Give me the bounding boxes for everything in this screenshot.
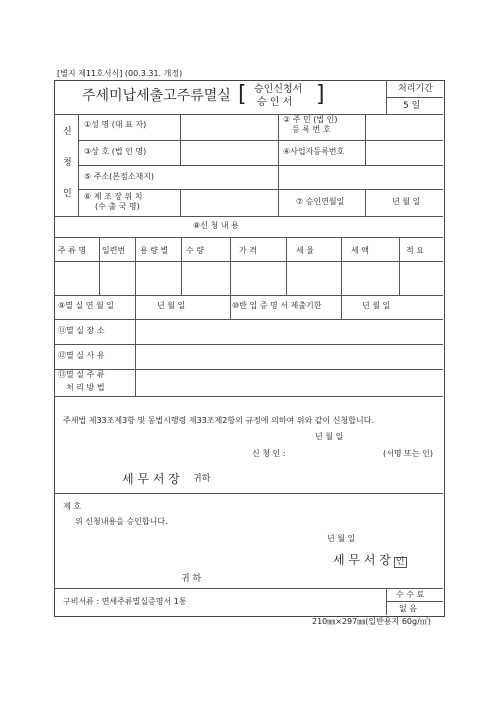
column-header-serial-no: 일련번: [102, 246, 126, 255]
approval-statement: 위 신청내용을 승인합니다.: [75, 517, 168, 526]
name-field[interactable]: [181, 115, 276, 139]
form-number: [별지 제11호서식] (00.3.31. 개정): [57, 69, 183, 78]
business-no-label: ④사업자등록번호: [283, 147, 345, 156]
paper-size-note: 210㎜×297㎜(일반용지 60g/㎡): [312, 617, 431, 626]
factory-location-field[interactable]: [181, 190, 276, 215]
title-bracket-right: ]: [316, 82, 325, 107]
declaration-date[interactable]: 년 월 일: [315, 432, 344, 441]
approval-issuer: [333, 554, 407, 568]
fee-label: 수 수 료: [396, 590, 425, 599]
address-field[interactable]: [181, 166, 441, 188]
approval-date-label: ⑦ 승인연월일: [296, 197, 345, 206]
loss-handling-label-1: ⑬멸 실 주 류: [58, 370, 105, 379]
column-header-liquor-name: 주 류 명: [58, 246, 87, 255]
approval-number-label: 제 호: [63, 502, 81, 511]
doc-deadline-label: ⑩반 입 증 명 서 제출기한: [232, 301, 322, 310]
fee-value: 없 음: [399, 604, 417, 613]
factory-location-label-2: (수 출 국 명): [95, 202, 140, 211]
attachments-note: 구비서류 : 면세주류멸실증명서 1통: [63, 597, 187, 606]
processing-label: 처리기간: [398, 84, 433, 94]
loss-reason-field[interactable]: [136, 345, 442, 368]
column-header-capacity: 용 량 별: [140, 246, 169, 255]
loss-date-label: ⑨멸 실 연 월 일: [58, 301, 114, 310]
company-name-field[interactable]: [181, 141, 276, 164]
declaration-statement: 주세법 제33조제3항 및 동법시행령 제33조제2항의 규정에 의하여 위와 같이 신청합니다.: [63, 416, 374, 425]
loss-place-label: ⑪멸 실 장 소: [58, 326, 105, 335]
recipient-suffix: 귀하: [193, 474, 211, 484]
column-header-tax-rate: 세 율: [296, 246, 314, 255]
approval-issuer-text: 세 무 서 장: [333, 553, 391, 567]
column-header-remarks: 적 요: [406, 246, 424, 255]
address-label: ⑤ 주소(본점소재지): [84, 172, 155, 181]
name-label: ①성 명 (대 표 자): [84, 120, 147, 129]
loss-handling-label-2: 처 리 방 법: [66, 383, 105, 392]
applicant-side-label-3: 인: [63, 189, 72, 199]
application-section-title: ⑧신 청 내 용: [193, 221, 239, 230]
resident-no-field[interactable]: [366, 115, 442, 139]
applicant-side-label-1: 신: [63, 127, 72, 137]
approval-date[interactable]: 년 월 일: [327, 534, 356, 543]
processing-value: 5 일: [403, 101, 421, 111]
resident-no-label-2: 등 록 번 호: [292, 125, 331, 134]
business-no-field[interactable]: [366, 141, 442, 164]
applicant-signature-label: 신 청 인 :: [252, 449, 286, 458]
applicant-side-label-2: 청: [63, 158, 72, 168]
resident-no-label-1: ② 주 민 (법 인): [283, 115, 338, 124]
application-data-row[interactable]: [55, 262, 442, 294]
title-option-approval: 승 인 서: [257, 97, 293, 108]
title-option-application: 승인신청서: [254, 84, 303, 95]
column-header-tax-amount: 세 액: [351, 246, 369, 255]
loss-reason-label: ⑫멸 실 사 유: [58, 351, 105, 360]
tax-office-recipient: 세 무 서 장: [122, 472, 180, 486]
form-title: 주세미납세출고주류멸실: [82, 88, 231, 104]
loss-place-field[interactable]: [136, 320, 442, 343]
doc-deadline-value[interactable]: 년 월 일: [362, 301, 391, 310]
loss-date-value[interactable]: 년 월 일: [157, 301, 186, 310]
factory-location-label-1: ⑥ 제 조 장 위 치: [84, 192, 143, 201]
company-name-label: ③상 호 (법 인 명): [84, 147, 147, 156]
column-header-quantity: 수 량: [186, 246, 204, 255]
approval-recipient-suffix: 귀 하: [181, 574, 202, 584]
approval-date-value[interactable]: 년 월 일: [392, 197, 421, 206]
signature-note: (서명 또는 인): [383, 449, 433, 458]
loss-handling-field[interactable]: [136, 370, 442, 395]
seal-mark: 인: [395, 557, 405, 567]
title-bracket-left: [: [238, 82, 247, 107]
column-header-price: 가 격: [239, 246, 257, 255]
